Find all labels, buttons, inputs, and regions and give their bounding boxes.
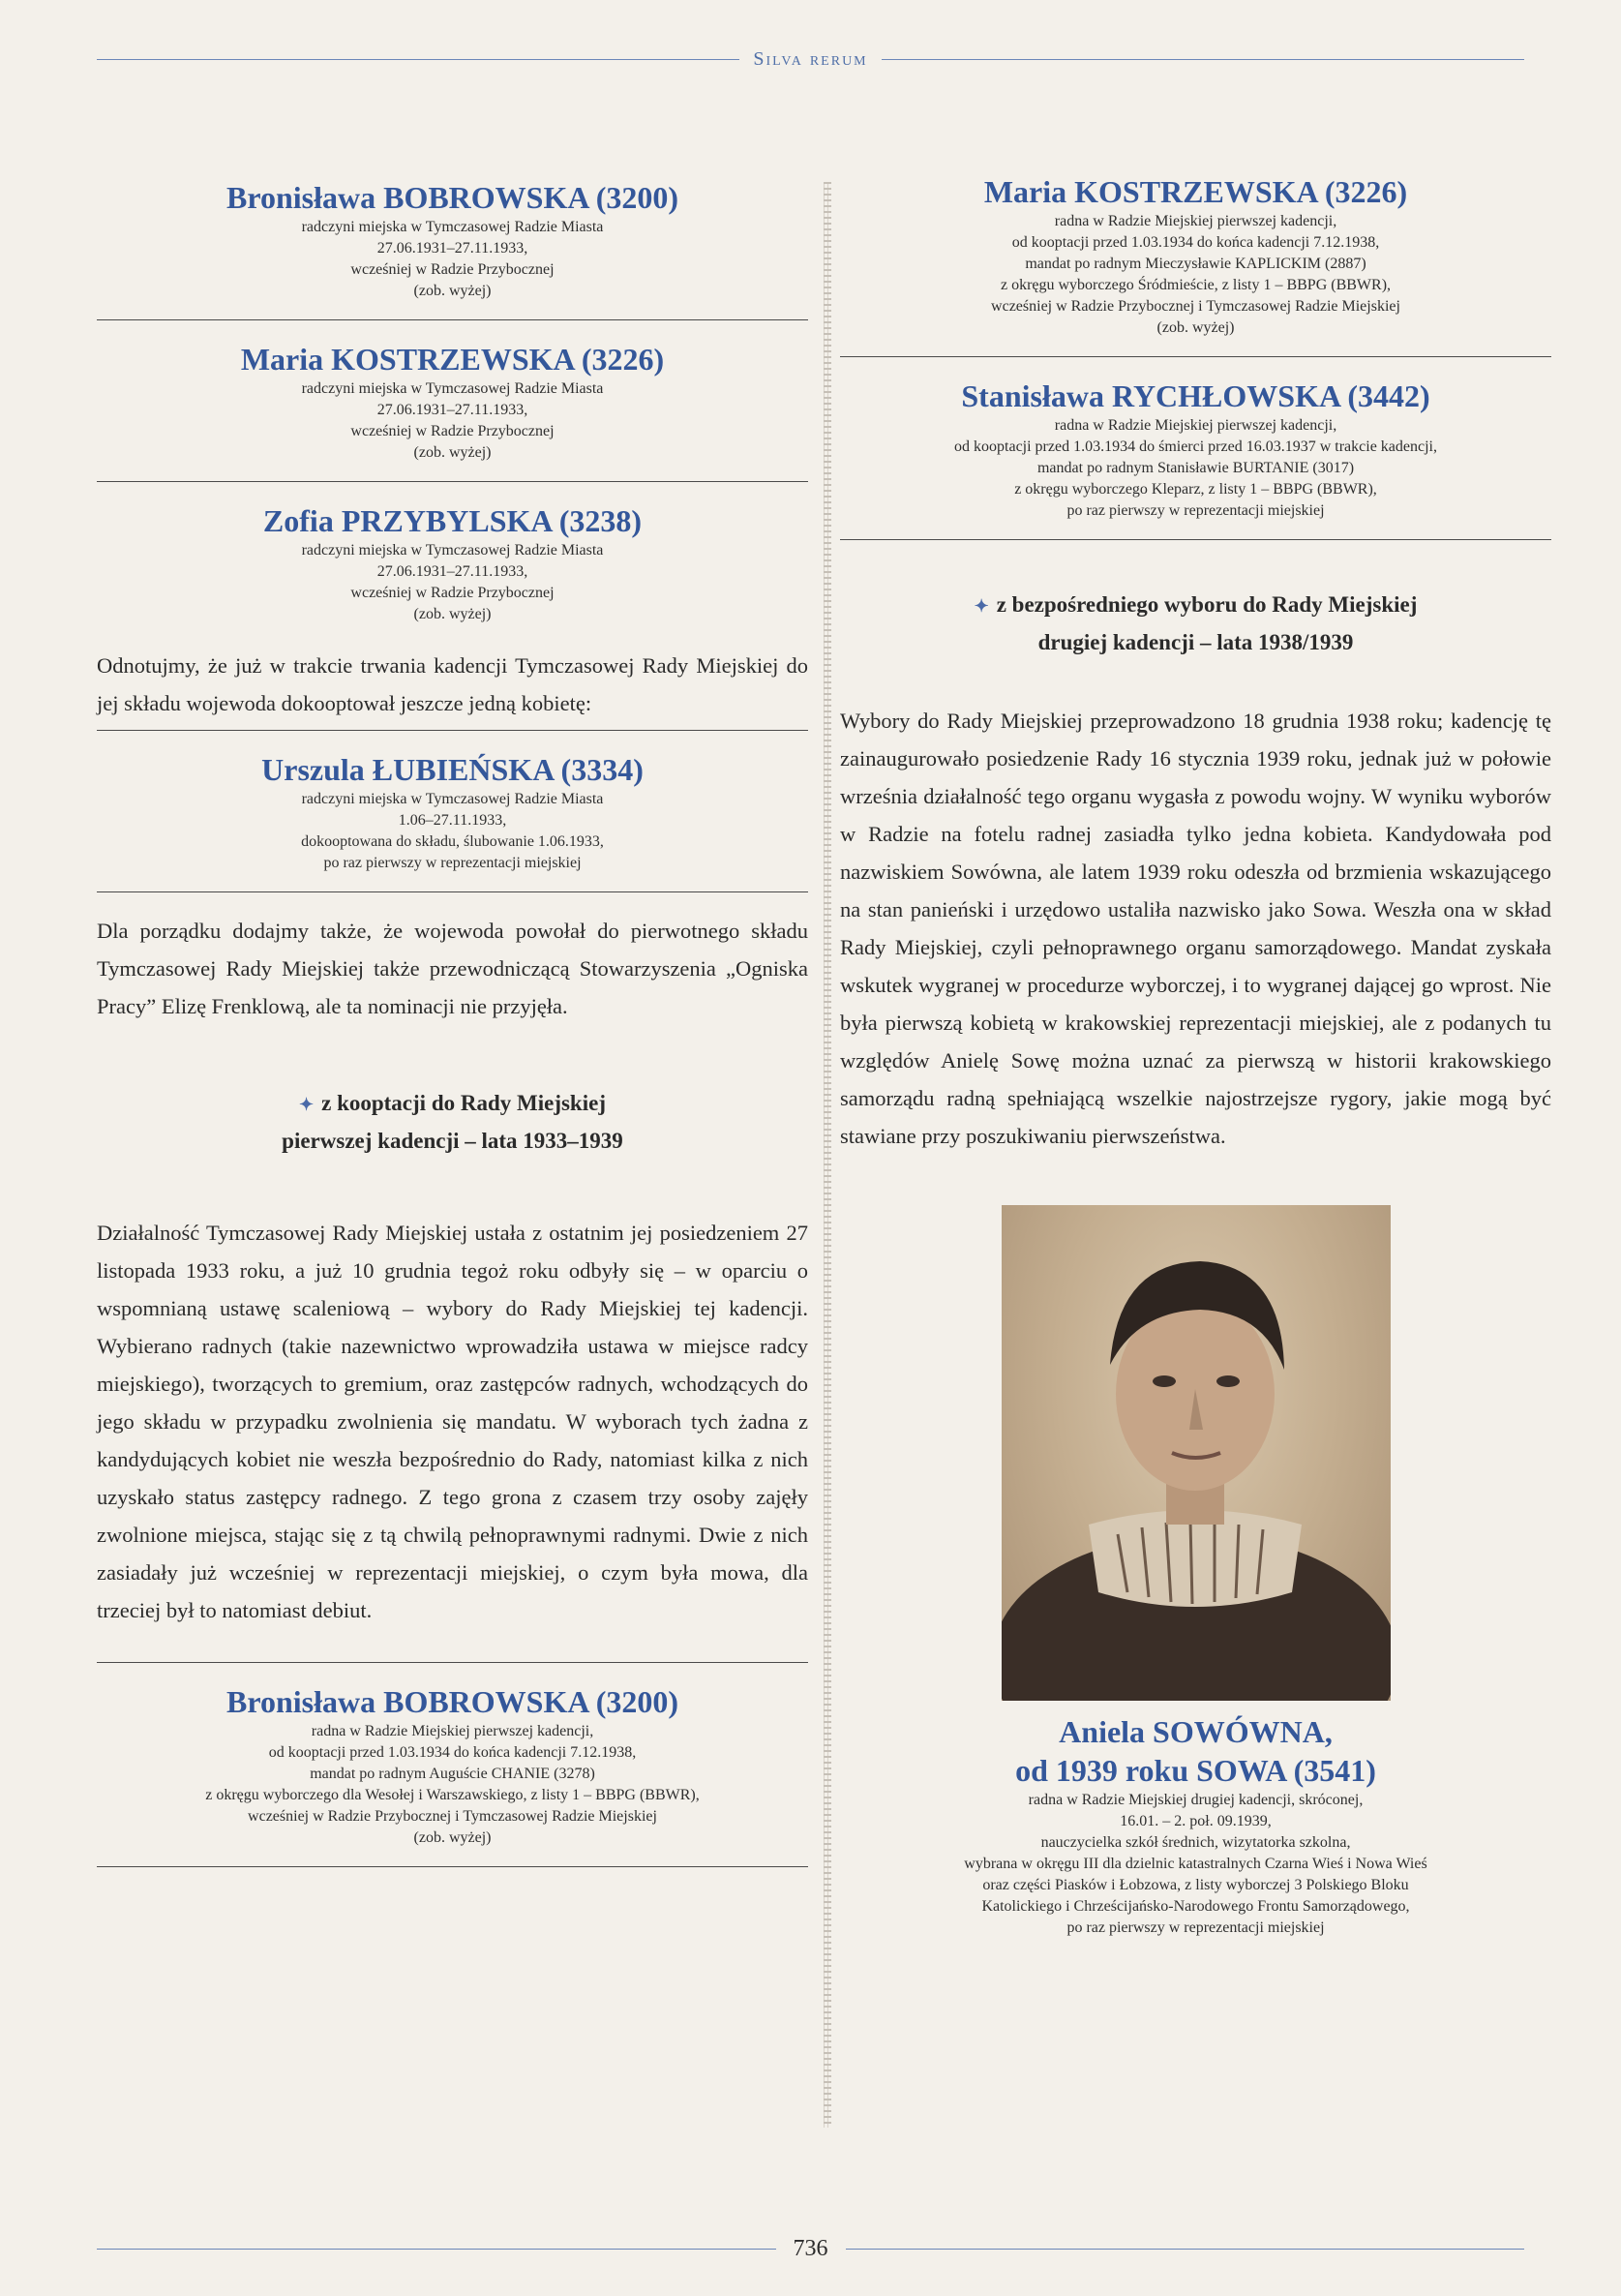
entry-detail: mandat po radnym Auguście CHANIE (3278) [310,1766,595,1782]
entry-detail: radna w Radzie Miejskiej pierwszej kadencji, [1054,213,1337,229]
paragraph-dzialalnosc: Działalność Tymczasowej Rady Miejskiej ustała z ostatnim jej posiedzeniem 27 listopada 1933 roku, a już 10 grudnia tegoż roku odbyły się – w oparciu o wspomnianą ustawę scaleniową – wybory do Rady Miejskiej tej kadencji. Wybierano radnych (takie nazewnictwo wprowadziła ustawa w miejsce radcy miejskiego), tworzących to gremium, oraz zastępców radnych, wchodzących do jego składu w przypadku zwolnienia się mandatu. W wyborach tych żadna z kandydujących kobiet nie weszła bezpośrednio do Rady, natomiast kilka z nich uzyskało status zastępcy radnego. Z tego grona z czasem trzy osoby zajęły zwolnione miejsca, stając się z tą chwilą pełnoprawnymi radnymi. Dwie z nich zasiadały już wcześniej w reprezentacji miejskiej, o czym była mowa, dla trzeciej był to natomiast debiut. [97,1221,808,1622]
entry-detail: (zob. wyżej) [1156,319,1235,336]
entry-detail: mandat po radnym Mieczysławie KAPLICKIM (2887) [1025,256,1366,272]
entry-przybylska [97,501,808,625]
footer-rule-right [846,2249,1525,2250]
entry-detail: z okręgu wyborczego Kleparz, z listy 1 – BBPG (BBWR), [1014,481,1377,498]
entry-detail: radczyni miejska w Tymczasowej Radzie Miasta [301,219,604,235]
entry-detail: (zob. wyżej) [413,444,492,461]
entry-detail: od kooptacji przed 1.03.1934 do końca kadencji 7.12.1938, [268,1744,637,1761]
entry-detail: po raz pierwszy w reprezentacji miejskiej [1066,1919,1325,1936]
entry-name: Aniela SOWÓWNA, [1059,1714,1333,1749]
entry-detail: 27.06.1931–27.11.1933, [376,563,528,580]
entry-detail: radczyni miejska w Tymczasowej Radzie Miasta [301,791,604,807]
entry-name: Maria KOSTRZEWSKA (3226) [983,174,1408,209]
entry-detail: z okręgu wyborczego Śródmieście, z listy 1 – BBPG (BBWR), [1000,277,1392,293]
entry-name: Bronisława BOBROWSKA (3200) [225,180,679,215]
entry-detail: wcześniej w Radzie Przybocznej [350,585,555,601]
entry-detail: Katolickiego i Chrześcijańsko-Narodowego Frontu Samorządowego, [981,1898,1410,1915]
entry-detail: po raz pierwszy w reprezentacji miejskiej [1066,502,1325,519]
running-head [97,45,1524,74]
entry-detail: nauczycielka szkół średnich, wizytatorka szkolna, [1040,1834,1351,1851]
entry-detail: 27.06.1931–27.11.1933, [376,402,528,418]
entry-detail: wcześniej w Radzie Przybocznej [350,423,555,439]
entry-rule [97,730,808,731]
footer-rule-left [97,2249,776,2250]
entry-detail: od kooptacji przed 1.03.1934 do końca kadencji 7.12.1938, [1011,234,1380,251]
entry-rule [97,319,808,320]
left-column [97,174,808,1887]
paragraph-frenklowa: Dla porządku dodajmy także, że wojewoda powołał do pierwotnego składu Tymczasowej Rady Miejskiej także przewodniczącą Stowarzyszenia „Ogniska Pracy” Elizę Frenklową, ale ta nominacji nie przyjęła. [97,919,808,1018]
entry-sowa [840,1712,1551,1939]
entry-detail: wybrana w okręgu III dla dzielnic katastralnych Czarna Wieś i Nowa Wieś [964,1856,1427,1872]
entry-name: Stanisława RYCHŁOWSKA (3442) [961,378,1430,413]
entry-bobrowska-2 [97,1682,808,1849]
entry-rychlowska [840,377,1551,522]
entry-name: Maria KOSTRZEWSKA (3226) [240,342,665,377]
entry-name: od 1939 roku SOWA (3541) [1015,1753,1376,1788]
section-heading-line: drugiej kadencji – lata 1938/1939 [1037,630,1354,654]
entry-detail: wcześniej w Radzie Przybocznej [350,261,555,278]
entry-rule [97,481,808,482]
entry-detail: oraz części Piasków i Łobzowa, z listy wyborczej 3 Polskiego Bloku [982,1877,1409,1893]
entry-detail: (zob. wyżej) [413,283,492,299]
entry-rule [97,1866,808,1867]
portrait-photo [1002,1205,1391,1701]
entry-kostrzewska-2 [840,172,1551,339]
entry-rule [840,356,1551,357]
entry-lubienska [97,750,808,874]
entry-detail: (zob. wyżej) [413,606,492,622]
entry-detail: 1.06–27.11.1933, [398,812,507,829]
entry-kostrzewska-1 [97,340,808,464]
entry-rule [97,1662,808,1663]
paragraph-wybory-1938: Wybory do Rady Miejskiej przeprowadzono 18 grudnia 1938 roku; kadencję tę zainaugurowało posiedzenie Rady 16 stycznia 1939 roku, jednak już w połowie września działalność tego organu wygasła z powodu wojny. W wyniku wyborów w Radzie na fotelu radnej zasiadła tylko jedna kobieta. Kandydowała pod nazwiskiem Sowówna, ale latem 1939 roku odeszła od brzmienia wskazującego na stan panieński i urzędowo ustaliła nazwisko jako Sowa. Weszła ona w skład Rady Miejskiej, czyli pełnoprawnego organu samorządowego. Mandat zyskała wskutek wygranej w procedurze wyborczej, i to wygranej dającej go wprost. Nie była pierwszą kobietą w krakowskiej reprezentacji miejskiej, ale z podanych tu względów Anielę Sowę można uznać za pierwszą w historii krakowskiego samorządu radną spełniającą wszelkie najostrzejsze rygory, jakie mogą być stawiane przy poszukiwaniu pierwszeństwa. [840,709,1551,1148]
paragraph-kooptacja-note: Odnotujmy, że już w trakcie trwania kadencji Tymczasowej Rady Miejskiej do jej składu wojewoda dokooptował jeszcze jedną kobietę: [97,653,808,715]
entry-detail: radna w Radzie Miejskiej pierwszej kadencji, [311,1723,594,1739]
entry-name: Zofia PRZYBYLSKA (3238) [262,503,643,538]
entry-rule [97,891,808,892]
section-heading-wybory [840,587,1551,661]
page-number: 736 [793,2235,828,2261]
portrait-figure [1002,1205,1391,1701]
entry-detail: wcześniej w Radzie Przybocznej i Tymczasowej Radzie Miejskiej [991,298,1400,315]
entry-detail: dokooptowana do składu, ślubowanie 1.06.1933, [301,833,604,850]
entry-detail: 16.01. – 2. poł. 09.1939, [1120,1813,1272,1829]
column-divider [824,182,831,2128]
entry-detail: z okręgu wyborczego dla Wesołej i Warszawskiego, z listy 1 – BBPG (BBWR), [205,1787,700,1803]
header-rule-right [882,59,1524,60]
entry-rule [840,539,1551,540]
entry-name: Urszula ŁUBIEŃSKA (3334) [261,752,644,787]
section-heading-line: z bezpośredniego wyboru do Rady Miejskiej [996,592,1418,617]
entry-detail: radna w Radzie Miejskiej pierwszej kadencji, [1054,417,1337,434]
entry-detail: radczyni miejska w Tymczasowej Radzie Miasta [301,542,604,559]
entry-detail: (zob. wyżej) [413,1829,492,1846]
entry-bobrowska-1 [97,178,808,302]
entry-detail: od kooptacji przed 1.03.1934 do śmierci przed 16.03.1937 w trakcie kadencji, [954,438,1437,455]
entry-detail: radczyni miejska w Tymczasowej Radzie Miasta [301,380,604,397]
entry-detail: po raz pierwszy w reprezentacji miejskiej [323,855,582,871]
section-heading-line: z kooptacji do Rady Miejskiej [321,1091,606,1115]
page-footer [97,2234,1524,2263]
diamond-icon: ✦ [299,1095,315,1114]
right-column [840,174,1551,1939]
entry-detail: wcześniej w Radzie Przybocznej i Tymczasowej Radzie Miejskiej [248,1808,657,1825]
section-heading-kooptacja [97,1085,808,1160]
entry-detail: 27.06.1931–27.11.1933, [376,240,528,257]
header-rule-left [97,59,739,60]
diamond-icon: ✦ [974,596,989,616]
running-head-title: Silva rerum [753,47,868,70]
entry-detail: radna w Radzie Miejskiej drugiej kadencji, skróconej, [1028,1792,1364,1808]
entry-name: Bronisława BOBROWSKA (3200) [225,1684,679,1719]
entry-detail: mandat po radnym Stanisławie BURTANIE (3017) [1036,460,1355,476]
section-heading-line: pierwszej kadencji – lata 1933–1939 [282,1129,623,1153]
